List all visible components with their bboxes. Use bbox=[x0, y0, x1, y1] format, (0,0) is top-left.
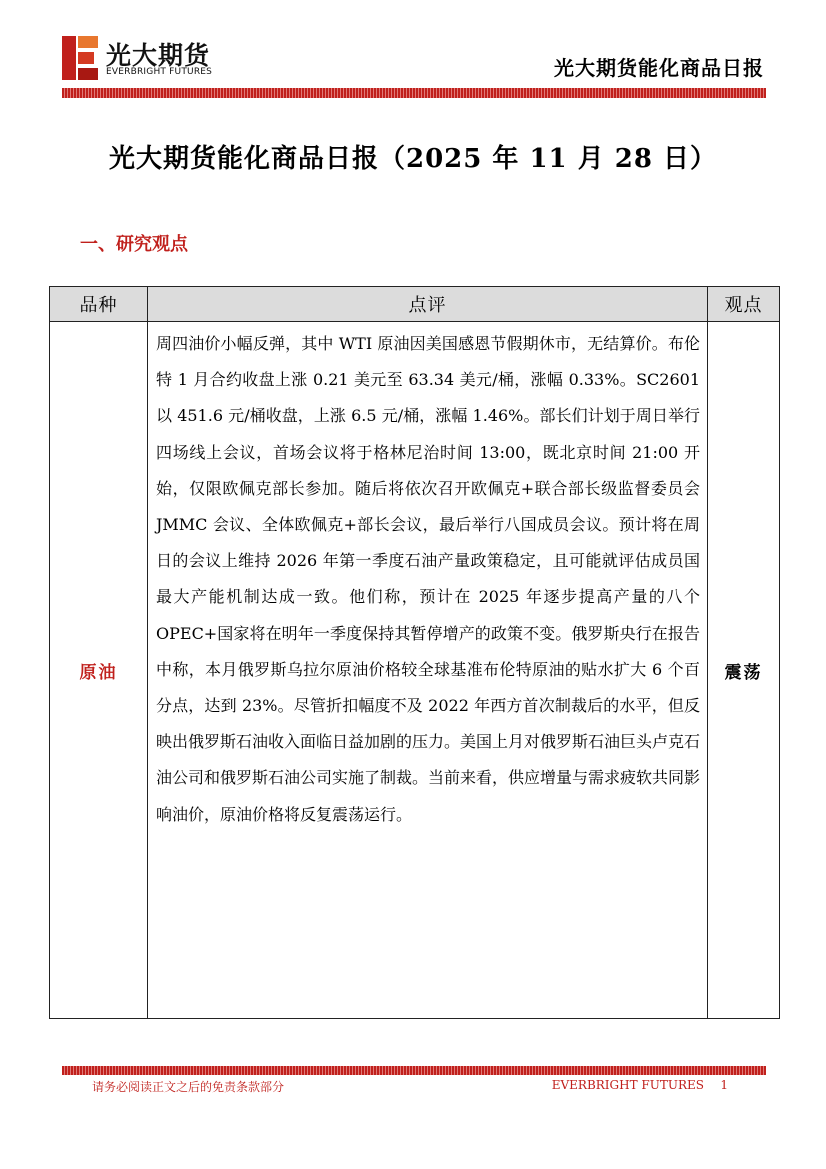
research-table bbox=[49, 286, 780, 1019]
column-header-comment: 点评 bbox=[148, 287, 708, 322]
table-header-row bbox=[50, 287, 780, 322]
everbright-logo-icon bbox=[62, 36, 98, 80]
footer-divider bbox=[62, 1066, 766, 1075]
section-heading: 一、研究观点 bbox=[80, 234, 188, 255]
page-title: 光大期货能化商品日报（2025 年 11 月 28 日） bbox=[109, 144, 717, 174]
header-divider bbox=[62, 88, 766, 98]
logo-text-en: EVERBRIGHT FUTURES bbox=[106, 67, 213, 77]
footer-brand: EVERBRIGHT FUTURES bbox=[551, 1078, 704, 1092]
column-header-product: 品种 bbox=[50, 287, 148, 322]
column-header-view: 观点 bbox=[708, 287, 780, 322]
company-logo bbox=[62, 36, 242, 82]
comment-cell: 周四油价小幅反弹，其中 WTI 原油因美国感恩节假期休市，无结算价。布伦特 1 月合约收盘上涨 0.21 美元至 63.34 美元/桶，涨幅 0.33%。SC2601 以 451.6 元/桶收盘，上涨 6.5 元/桶，涨幅 1.46%。部长们计划于周日举行四场线上会议，首场会议将于格林尼治时间 13:00，既北京时间 21:00 开始，仅限欧佩克部长参加。随后将依次召开欧佩克+联合部长级监督委员会 JMMC 会议、全体欧佩克+部长会议，最后举行八国成员会议。预计将在周日的会议上维持 2026 年第一季度石油产量政策稳定，且可能就评估成员国最大产能机制达成一致。他们称，预计在 2025 年逐步提高产量的八个 OPEC+国家将在明年一季度保持其暂停增产的政策不变。俄罗斯央行在报告中称，本月俄罗斯乌拉尔原油价格较全球基准布伦特原油的贴水扩大 6 个百分点，达到 23%。尽管折扣幅度不及 2022 年西方首次制裁后的水平，但反映出俄罗斯石油收入面临日益加剧的压力。美国上月对俄罗斯石油巨头卢克石油公司和俄罗斯石油公司实施了制裁。当前来看，供应增量与需求疲软共同影响油价，原油价格将反复震荡运行。 bbox=[148, 322, 708, 1019]
report-header-title: 光大期货能化商品日报 bbox=[554, 56, 764, 80]
page-number: 1 bbox=[720, 1078, 728, 1092]
product-cell: 原油 bbox=[50, 322, 148, 1019]
footer-disclaimer: 请务必阅读正文之后的免责条款部分 bbox=[92, 1080, 285, 1094]
view-cell: 震荡 bbox=[708, 322, 780, 1019]
logo-text-cn: 光大期货 bbox=[106, 41, 211, 70]
table-row bbox=[50, 322, 780, 1019]
